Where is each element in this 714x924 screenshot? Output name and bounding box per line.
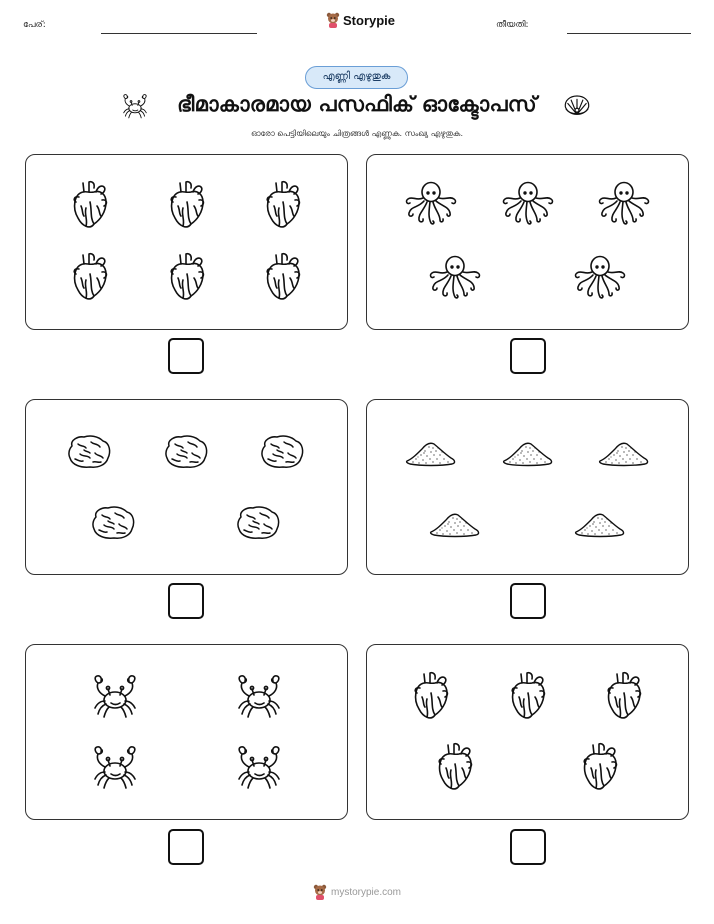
crab-icon — [90, 744, 140, 790]
octopus-icon — [428, 254, 482, 300]
answer-box[interactable] — [168, 338, 204, 374]
count-card-hearts-5 — [366, 644, 689, 820]
date-line[interactable] — [567, 33, 691, 34]
name-line[interactable] — [101, 33, 257, 34]
octopus-icon — [597, 180, 651, 226]
heart-icon — [435, 742, 475, 794]
heart-icon — [167, 180, 207, 232]
answer-box[interactable] — [168, 829, 204, 865]
date-label: തീയതി: — [496, 20, 529, 30]
activity-tag: എണ്ണി എഴുതുക — [305, 66, 408, 89]
storypie-bear-icon — [326, 12, 340, 28]
answer-box[interactable] — [168, 583, 204, 619]
footer — [0, 884, 714, 900]
page-title: ഭീമാകാരമായ പസഫിക് ഓക്ടോപസ് — [177, 92, 537, 116]
clam-shell-icon — [562, 93, 592, 119]
count-card-octopus-5 — [366, 154, 689, 330]
count-card-hearts-6 — [25, 154, 348, 330]
heart-icon — [263, 252, 303, 304]
heart-icon — [70, 180, 110, 232]
crab-icon — [234, 744, 284, 790]
name-label: പേര്: — [23, 20, 46, 30]
sand-pile-icon — [574, 509, 626, 539]
answer-box[interactable] — [510, 583, 546, 619]
rock-icon — [259, 434, 305, 470]
rock-icon — [163, 434, 209, 470]
instruction-text: ഓരോ പെട്ടിയിലെയും ചിത്രങ്ങൾ എണ്ണുക. സംഖ്യ എഴുതുക. — [251, 129, 463, 138]
sand-pile-icon — [502, 438, 554, 468]
rock-icon — [90, 505, 136, 541]
heart-icon — [263, 180, 303, 232]
footer-link[interactable]: mystorypie.com — [330, 886, 401, 898]
answer-box[interactable] — [510, 338, 546, 374]
octopus-icon — [404, 180, 458, 226]
sand-pile-icon — [598, 438, 650, 468]
count-card-crabs-4 — [25, 644, 348, 820]
octopus-icon — [501, 180, 555, 226]
heart-icon — [580, 742, 620, 794]
octopus-icon — [573, 254, 627, 300]
crab-icon — [90, 673, 140, 719]
sand-pile-icon — [405, 438, 457, 468]
crab-icon — [234, 673, 284, 719]
storypie-bear-icon — [313, 884, 327, 900]
heart-icon — [167, 252, 207, 304]
brand — [326, 12, 395, 28]
brand-name: Storypie — [343, 12, 396, 28]
heart-icon — [508, 671, 548, 723]
count-card-sand-5 — [366, 399, 689, 575]
answer-box[interactable] — [510, 829, 546, 865]
rock-icon — [66, 434, 112, 470]
heart-icon — [70, 252, 110, 304]
title-row — [0, 90, 714, 122]
rock-icon — [235, 505, 281, 541]
heart-icon — [411, 671, 451, 723]
count-card-rocks-5 — [25, 399, 348, 575]
heart-icon — [604, 671, 644, 723]
sand-pile-icon — [429, 509, 481, 539]
